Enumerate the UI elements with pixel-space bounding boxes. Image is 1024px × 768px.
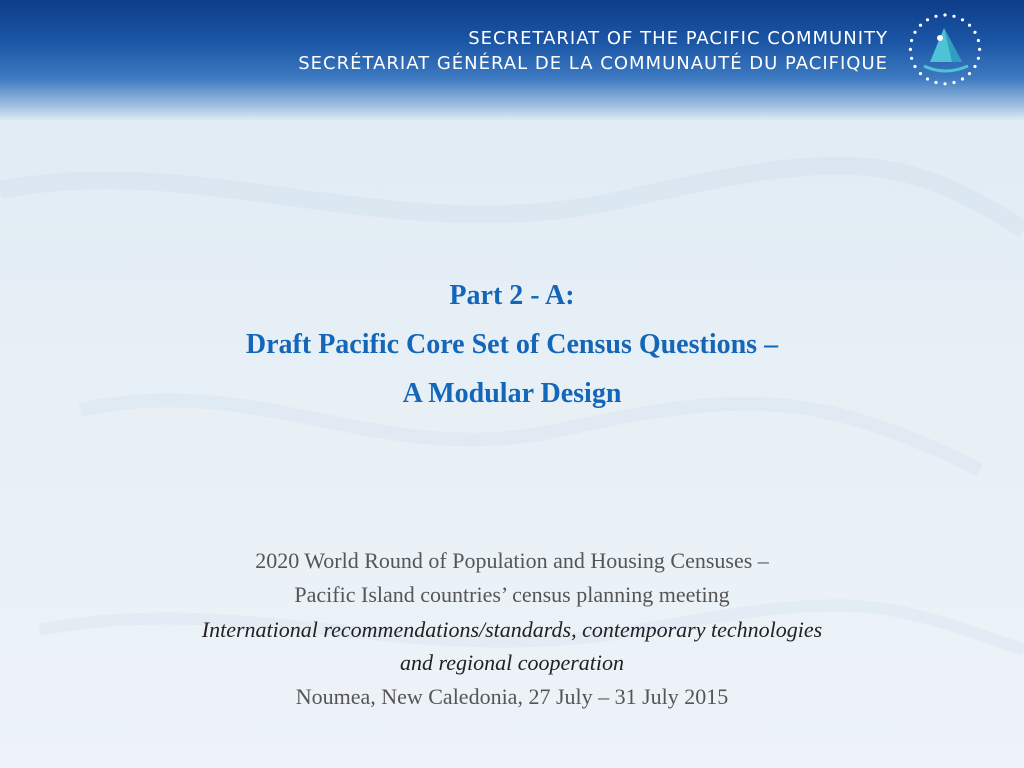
subtitle-line-5: Noumea, New Caledonia, 27 July – 31 July 2015 [295, 684, 729, 709]
spc-logo-icon [906, 10, 984, 88]
header-banner [0, 0, 1024, 120]
subtitle-line-2: Pacific Island countries’ census planning meeting [294, 582, 730, 607]
slide-title-line-3: A Modular Design [402, 378, 622, 409]
slide-title-line-1: Part 2 - A: [449, 280, 575, 311]
slide-title-line-2: Draft Pacific Core Set of Census Questions – [245, 329, 779, 360]
org-name-french: SECRÉTARIAT GÉNÉRAL DE LA COMMUNAUTÉ DU PACIFIQUE [298, 53, 888, 74]
org-name-english: SECRETARIAT OF THE PACIFIC COMMUNITY [468, 28, 888, 49]
subtitle-line-1: 2020 World Round of Population and Housing Censuses – [255, 548, 769, 573]
subtitle-line-3: International recommendations/standards, contemporary technologies [201, 617, 823, 642]
subtitle-line-4: and regional cooperation [399, 650, 625, 675]
